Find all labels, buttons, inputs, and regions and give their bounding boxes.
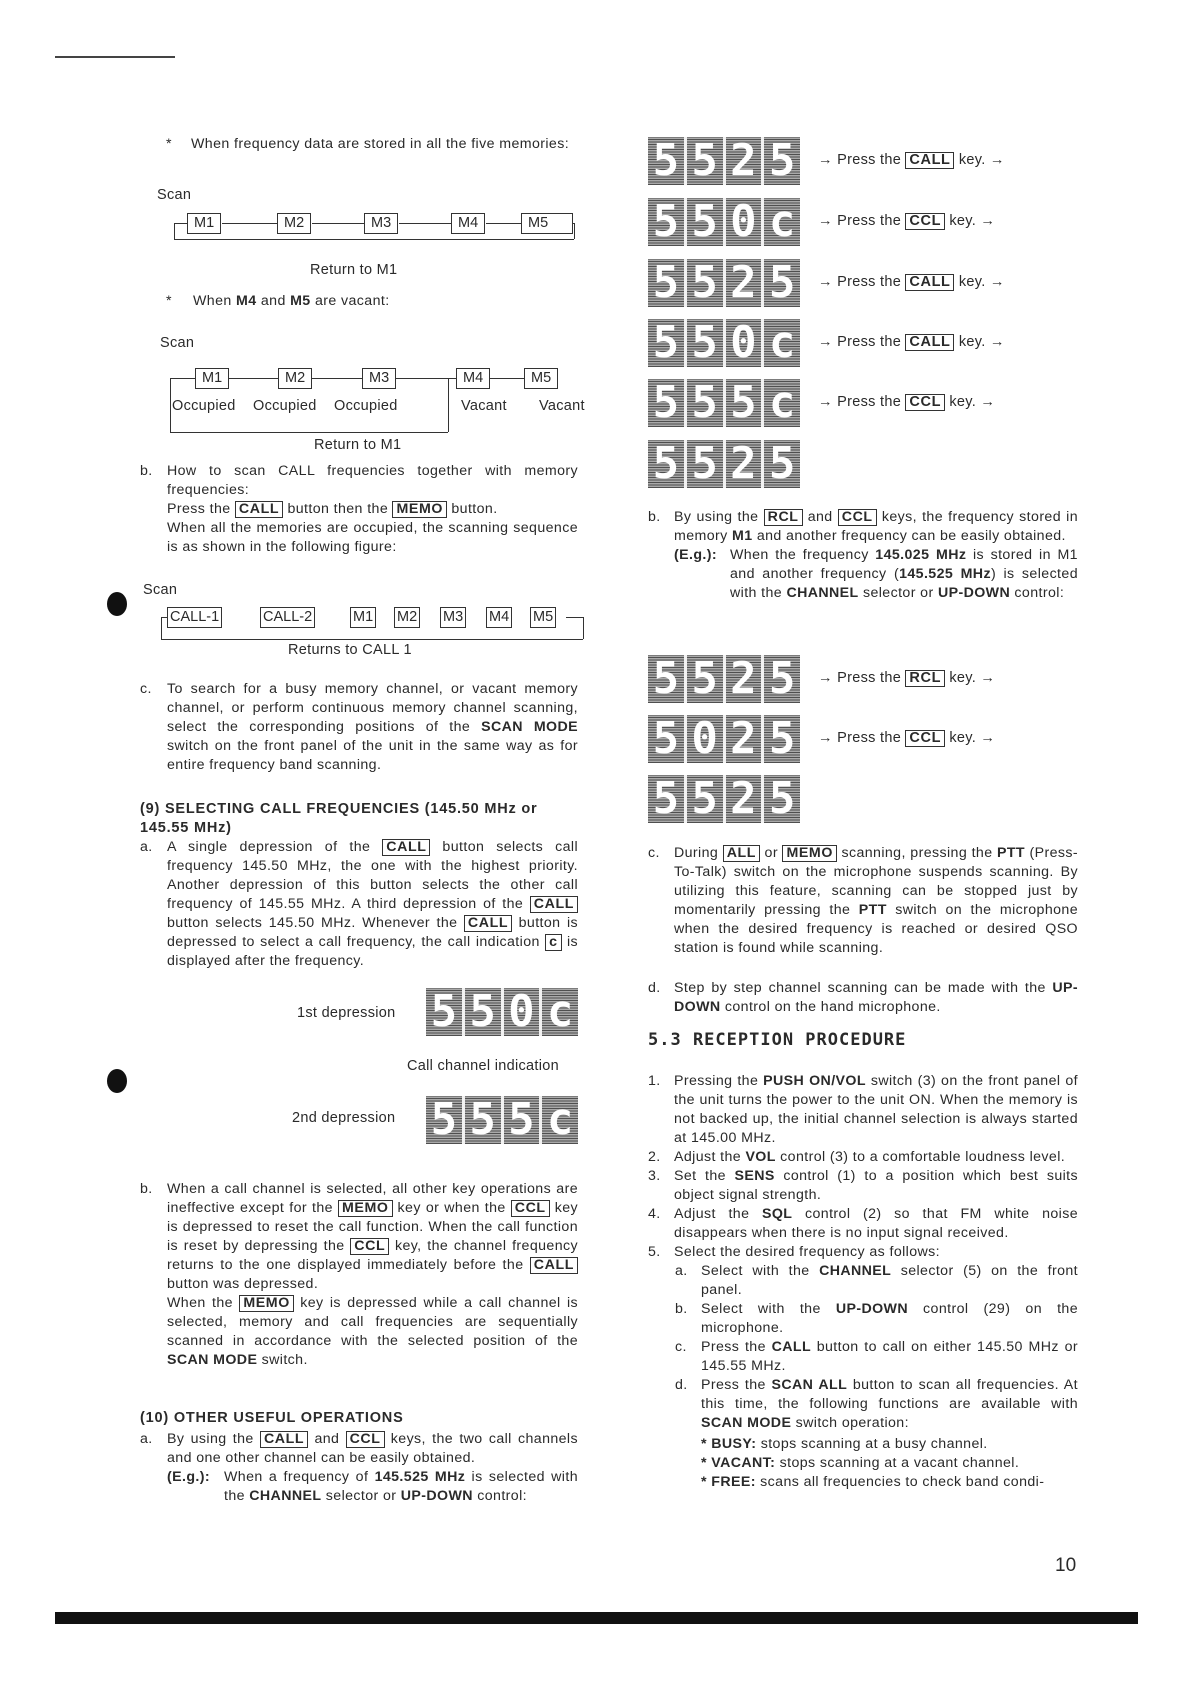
note-m4-m5-vacant: * When M4 and M5 are vacant: bbox=[166, 293, 390, 309]
key-rcl: RCL bbox=[764, 509, 803, 526]
status-occupied: Occupied bbox=[172, 398, 236, 414]
lcd-display bbox=[426, 988, 578, 1036]
key-call: CALL bbox=[530, 896, 578, 913]
lcd-display bbox=[648, 319, 800, 367]
scan-label: Scan bbox=[157, 187, 192, 203]
key-call: CALL bbox=[464, 915, 512, 932]
lcd-digit: 5 bbox=[764, 440, 800, 488]
lcd-digit: 0 bbox=[504, 988, 540, 1036]
section-10-title: (10) OTHER USEFUL OPERATIONS bbox=[140, 1410, 404, 1426]
scan-box-m4: M4 bbox=[486, 607, 512, 628]
press-key-instruction: → Press the CCL key. → bbox=[818, 730, 996, 746]
scan-box-m5: M5 bbox=[521, 213, 573, 234]
key-call: CALL bbox=[905, 334, 954, 351]
lcd-display bbox=[648, 775, 800, 823]
key-ccl: CCL bbox=[905, 394, 945, 411]
scan-box-m2: M2 bbox=[278, 368, 312, 389]
lcd-digit: 5 bbox=[648, 655, 684, 703]
lcd-digit: c bbox=[764, 198, 800, 246]
key-call: CALL bbox=[382, 839, 430, 856]
page-number: 10 bbox=[1055, 1555, 1077, 1576]
lcd-digit: 5 bbox=[465, 1096, 501, 1144]
return-label: Returns to CALL 1 bbox=[288, 642, 412, 658]
lcd-digit: 5 bbox=[764, 775, 800, 823]
scan-box-m1: M1 bbox=[195, 368, 229, 389]
key-all: ALL bbox=[723, 845, 760, 862]
punch-hole bbox=[107, 592, 127, 616]
scan-box-call-1: CALL-1 bbox=[167, 607, 222, 628]
lcd-digit: c bbox=[542, 988, 578, 1036]
section-9-title: (9) SELECTING CALL FREQUENCIES (145.50 MHz or 145.55 MHz) bbox=[140, 801, 538, 836]
status-occupied: Occupied bbox=[334, 398, 398, 414]
call-channel-indication-label: Call channel indication bbox=[407, 1058, 559, 1074]
scan-label: Scan bbox=[143, 582, 178, 598]
lcd-digit: 5 bbox=[648, 319, 684, 367]
lcd-digit: 5 bbox=[687, 259, 723, 307]
bottom-rule bbox=[55, 1612, 1138, 1624]
lcd-display bbox=[648, 137, 800, 185]
lcd-digit: c bbox=[764, 319, 800, 367]
scan-label: Scan bbox=[160, 335, 195, 351]
return-label: Return to M1 bbox=[310, 262, 398, 278]
lcd-display bbox=[426, 1096, 578, 1144]
lcd-digit: 5 bbox=[764, 715, 800, 763]
lcd-digit: 5 bbox=[648, 137, 684, 185]
punch-hole bbox=[107, 1069, 127, 1093]
key-ccl: CCL bbox=[905, 730, 945, 747]
key-call: CALL bbox=[905, 274, 954, 291]
status-vacant: Vacant bbox=[539, 398, 585, 414]
scan-box-m1: M1 bbox=[187, 213, 221, 234]
lcd-digit: c bbox=[542, 1096, 578, 1144]
section-10-para-a: a. By using the CALL and CCL keys, the two call channels and one other channel can be easily obtained. (E.g.): When a frequency of 145.525 MHz is selected with the CHANNEL selector or UP-DOWN control: bbox=[140, 1431, 578, 1504]
lcd-digit: 5 bbox=[687, 655, 723, 703]
first-depression-label: 1st depression bbox=[297, 1005, 396, 1021]
lcd-digit: 5 bbox=[465, 988, 501, 1036]
lcd-digit: 5 bbox=[504, 1096, 540, 1144]
scan-box-m3: M3 bbox=[364, 213, 398, 234]
scan-box-m5: M5 bbox=[524, 368, 558, 389]
lcd-display bbox=[648, 259, 800, 307]
lcd-digit: 5 bbox=[687, 775, 723, 823]
section-5-3-title: 5.3 RECEPTION PROCEDURE bbox=[648, 1030, 907, 1050]
press-key-instruction: → Press the RCL key. → bbox=[818, 670, 996, 686]
para-b-call-scan: b. How to scan CALL frequencies together with memory frequencies: Press the CALL button then the MEMO button. When all the memories are occupied, the scanning sequence is as shown in the following figure: bbox=[140, 463, 578, 555]
section-9-para-b: b. When a call channel is selected, all other key operations are ineffective except for the MEMO key or when the CCL key is depressed to reset the call function. When the call function is reset by depressing the CCL key, the channel frequency returns to the one displayed immediately before the CALL button was depressed. When the MEMO key is depressed while a call channel is selected, memory and call frequencies are sequentially scanned in accordance with the selected position of the SCAN MODE switch. bbox=[140, 1181, 578, 1368]
key-call: CALL bbox=[530, 1257, 578, 1274]
key-memo: MEMO bbox=[239, 1295, 294, 1312]
lcd-digit: 5 bbox=[426, 988, 462, 1036]
lcd-digit: 0 bbox=[687, 715, 723, 763]
key-memo: MEMO bbox=[338, 1200, 393, 1217]
key-ccl: CCL bbox=[350, 1238, 389, 1255]
key-ccl: CCL bbox=[511, 1200, 550, 1217]
lcd-digit: 0 bbox=[726, 198, 762, 246]
lcd-digit: 5 bbox=[687, 319, 723, 367]
scan-box-m4: M4 bbox=[456, 368, 490, 389]
status-occupied: Occupied bbox=[253, 398, 317, 414]
scan-box-m4: M4 bbox=[451, 213, 485, 234]
scan-box-m3: M3 bbox=[440, 607, 466, 628]
lcd-digit: 2 bbox=[726, 137, 762, 185]
press-key-instruction: → Press the CALL key. → bbox=[818, 152, 1005, 168]
press-key-instruction: → Press the CCL key. → bbox=[818, 213, 996, 229]
top-edge-mark bbox=[55, 56, 175, 58]
reception-procedure-list: 1. Pressing the PUSH ON/VOL switch (3) on the front panel of the unit turns the power to the unit ON. When the memory is not backed up, the initial channel selection is always started at 145.00 MHz. 2. Adjust the VOL control (3) to a comfortable loudness level. 3. Set the SENS control (1) to a position which best suits object signal strength. 4. Adjust the SQL control (2) so that FM white noise disappears when there is no input signal received. 5. Select the desired frequency as follows: a. Select with the CHANNEL selector (5) on the front panel. b. Select with the UP-DOWN control (29) on the microphone. c. Press the CALL button to call on either 145.50 MHz or 145.55 MHz. d. Press the SCAN ALL button to scan all frequencies. At this time, the following functions are available with SCAN MODE switch operation: * BUSY: stops scanning at a busy channel. * VACANT: stops scanning at a vacant channel. * FREE: scans all frequencies to check band condi- bbox=[648, 1073, 1079, 1490]
key-call: CALL bbox=[260, 1431, 308, 1448]
lcd-display bbox=[648, 379, 800, 427]
lcd-display bbox=[648, 655, 800, 703]
key-call: CALL bbox=[905, 152, 954, 169]
press-key-instruction: → Press the CALL key. → bbox=[818, 334, 1005, 350]
key-memo: MEMO bbox=[392, 501, 447, 518]
scan-diagram-1 bbox=[150, 212, 590, 302]
call-indication-box: c bbox=[545, 934, 562, 951]
scan-box-m3: M3 bbox=[362, 368, 396, 389]
scan-box-m5: M5 bbox=[530, 607, 556, 628]
second-depression-label: 2nd depression bbox=[292, 1110, 396, 1126]
press-key-instruction: → Press the CALL key. → bbox=[818, 274, 1005, 290]
lcd-digit: 2 bbox=[726, 440, 762, 488]
lcd-digit: 5 bbox=[648, 715, 684, 763]
para-c-scan-mode: c. To search for a busy memory channel, or vacant memory channel, or perform continuous memory channel scanning, select the corresponding positions of the SCAN MODE switch on the front panel of the unit in the same way as for entire frequency band scanning. bbox=[140, 681, 578, 773]
key-ccl: CCL bbox=[838, 509, 877, 526]
lcd-digit: 2 bbox=[726, 775, 762, 823]
lcd-digit: 5 bbox=[648, 775, 684, 823]
lcd-digit: 2 bbox=[726, 259, 762, 307]
lcd-display bbox=[648, 440, 800, 488]
status-vacant: Vacant bbox=[461, 398, 507, 414]
right-para-b-rcl: b. By using the RCL and CCL keys, the frequency stored in memory M1 and another frequency can be easily obtained. (E.g.): When the frequency 145.025 MHz is stored in M1 and another frequency (145.525 MHz) is selected with the CHANNEL selector or UP-DOWN control: bbox=[648, 509, 1078, 601]
key-memo: MEMO bbox=[782, 845, 837, 862]
lcd-digit: 5 bbox=[426, 1096, 462, 1144]
note-five-memories: * When frequency data are stored in all the five memories: bbox=[166, 136, 570, 152]
scan-diagram-2 bbox=[150, 366, 590, 446]
lcd-digit: 5 bbox=[764, 137, 800, 185]
lcd-digit: 5 bbox=[648, 198, 684, 246]
scan-box-m2: M2 bbox=[394, 607, 420, 628]
lcd-digit: 5 bbox=[687, 137, 723, 185]
lcd-digit: 5 bbox=[648, 440, 684, 488]
lcd-digit: 5 bbox=[687, 198, 723, 246]
return-label: Return to M1 bbox=[314, 437, 402, 453]
key-ccl: CCL bbox=[346, 1431, 385, 1448]
lcd-digit: 2 bbox=[726, 715, 762, 763]
scan-box-m2: M2 bbox=[277, 213, 311, 234]
lcd-digit: 5 bbox=[687, 440, 723, 488]
lcd-display bbox=[648, 198, 800, 246]
lcd-digit: 5 bbox=[726, 379, 762, 427]
key-rcl: RCL bbox=[905, 670, 945, 687]
press-key-instruction: → Press the CCL key. → bbox=[818, 394, 996, 410]
lcd-digit: 5 bbox=[764, 655, 800, 703]
section-9-para-a: a. A single depression of the CALL button selects call frequency 145.50 MHz, the one with the highest priority. Another depression of this button selects the other call frequency of 145.55 MHz. A third depression of the CALL button selects 145.50 MHz. Whenever the CALL button is depressed to select a call frequency, the call indication c is displayed after the frequency. bbox=[140, 839, 579, 969]
lcd-digit: 2 bbox=[726, 655, 762, 703]
right-para-c-ptt: c. During ALL or MEMO scanning, pressing the PTT (Press-To-Talk) switch on the microphone suspends scanning. By utilizing this feature, scanning can be stopped just by momentarily pressing the PTT switch on the microphone when the desired frequency is reached or desired QSO station is found while scanning. bbox=[648, 845, 1079, 956]
scan-box-m1: M1 bbox=[350, 607, 376, 628]
lcd-digit: c bbox=[764, 379, 800, 427]
key-call: CALL bbox=[235, 501, 283, 518]
right-para-d-step: d. Step by step channel scanning can be made with the UP-DOWN control on the hand microphone. bbox=[648, 980, 1078, 1015]
lcd-display bbox=[648, 715, 800, 763]
lcd-digit: 5 bbox=[648, 379, 684, 427]
lcd-digit: 0 bbox=[726, 319, 762, 367]
lcd-digit: 5 bbox=[687, 379, 723, 427]
scan-box-call-2: CALL-2 bbox=[260, 607, 315, 628]
lcd-digit: 5 bbox=[648, 259, 684, 307]
lcd-digit: 5 bbox=[764, 259, 800, 307]
key-ccl: CCL bbox=[905, 213, 945, 230]
